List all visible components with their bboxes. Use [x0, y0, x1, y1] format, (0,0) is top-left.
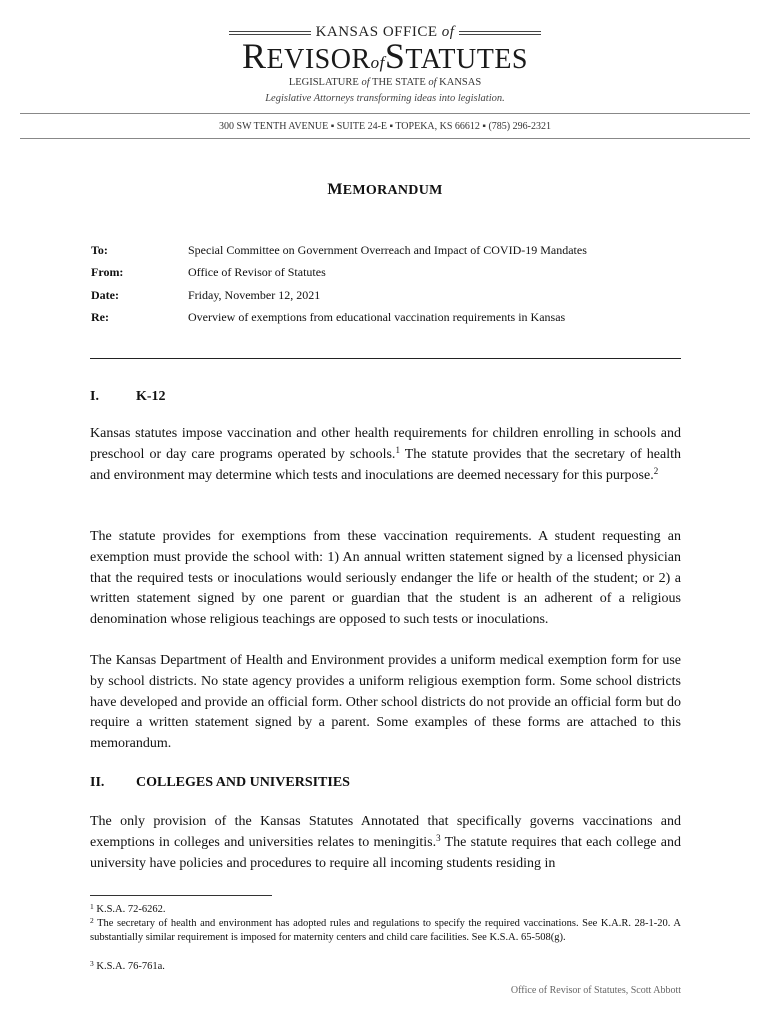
memo-from-value: Office of Revisor of Statutes: [188, 265, 326, 279]
letterhead-address: 300 SW TENTH AVENUE ▪ SUITE 24-E ▪ TOPEKA, KS 66612 ▪ (785) 296-2321: [219, 121, 551, 132]
memo-title-cap: M: [327, 181, 343, 198]
memo-title: [0, 181, 770, 199]
footnote-1: [90, 903, 681, 917]
memo-divider: [90, 358, 681, 359]
footnote-2-text: The secretary of health and environment has adopted rules and regulations to specify the required vaccinations. See K.A.R. 28-1-20. A substantially similar requirement is imposed for maternity centers and child care facilities. See K.S.A. 65-508(g).: [90, 918, 681, 943]
footnote-divider: [90, 895, 272, 896]
letterhead-office-text: KANSAS OFFICE: [315, 24, 438, 40]
footnote-2-number: 2: [90, 916, 94, 925]
s1p1-text-a: Kansas statutes impose vaccination and other health requirements for children enrolling in schools and preschool or day care programs operated by schools.: [90, 426, 681, 462]
footnote-3: [90, 960, 681, 974]
section-1-title: K-12: [136, 389, 166, 404]
title-of: of: [370, 53, 385, 72]
section-1-paragraph-1: [90, 424, 681, 486]
footnote-1-number: 1: [90, 902, 94, 911]
letterhead-rule-left: [229, 31, 311, 35]
memo-re-value: Overview of exemptions from educational vaccination requirements in Kansas: [188, 310, 566, 324]
footnote-ref-1[interactable]: 1: [395, 444, 400, 455]
s2p1-text-b: The statute requires that each college and university have policies and procedures to require all incoming students residing in: [90, 834, 682, 871]
memo-title-rest: EMORANDUM: [342, 183, 443, 198]
sub-kansas: KANSAS: [439, 77, 482, 88]
title-initial-r: R: [242, 36, 267, 76]
memo-from-label: From:: [91, 265, 124, 279]
letterhead-office-of: of: [441, 24, 455, 40]
page-footer: Office of Revisor of Statutes, Scott Abbott: [510, 985, 681, 996]
letterhead-rule-right: [459, 31, 541, 35]
letterhead-divider-bottom: [20, 138, 750, 139]
memo-re-label: Re:: [91, 310, 109, 324]
footnote-2: [90, 917, 681, 945]
letterhead-tagline: Legislative Attorneys transforming ideas into legislation.: [265, 93, 505, 104]
title-initial-s: S: [384, 36, 406, 76]
section-2-number: II.: [90, 775, 105, 790]
sub-of-1: of: [361, 77, 370, 88]
section-1-paragraph-3: The Kansas Department of Health and Environment provides a uniform medical exemption form for use by school districts. No state agency provides a uniform religious exemption form. Some school districts have developed and provide an official form. Other school districts do not provide an official form but do require a written statement signed by a parent. Some examples of these forms are attached to this memorandum.: [90, 653, 681, 752]
memo-date-label: Date:: [91, 288, 119, 302]
sub-of-2: of: [428, 77, 437, 88]
footnote-ref-2[interactable]: 2: [653, 465, 659, 476]
footnote-3-text: K.S.A. 76-761a.: [93, 961, 165, 972]
footnote-ref-3[interactable]: 3: [436, 832, 441, 843]
letterhead-title: [0, 36, 770, 83]
section-1-number: I.: [90, 389, 99, 404]
section-2-title: COLLEGES AND UNIVERSITIES: [136, 775, 350, 790]
s2p1-text-a: The only provision of the Kansas Statutes Annotated that specifically governs vaccinations and exemptions in colleges and universities relates to meningitis.: [90, 814, 681, 850]
section-1-paragraph-2: The statute provides for exemptions from these vaccination requirements. A student requesting an exemption must provide the school with: 1) An annual written statement signed by a licensed physician that the required tests or inoculations would seriously endanger the life or health of the student; or 2) a written statement signed by one parent or guardian that the student is an adherent of a religious denomination whose religious teachings are opposed to such tests or inoculations.: [90, 529, 681, 628]
footnote-1-text: K.S.A. 72-6262.: [93, 904, 166, 915]
memo-to-label: To:: [91, 243, 108, 257]
s1p1-text-b: The statute provides that the secretary of health and environment may determine which tests and inoculations are deemed necessary for this purpose.: [90, 446, 681, 483]
section-2-paragraph-1: [90, 812, 681, 874]
memo-date-value: Friday, November 12, 2021: [188, 288, 321, 302]
sub-legislature: LEGISLATURE: [288, 77, 359, 88]
title-evisor: EVISOR: [266, 44, 371, 75]
memo-to-value: Special Committee on Government Overreach and Impact of COVID-19 Mandates: [188, 243, 587, 257]
letterhead-legislature: [0, 77, 770, 88]
letterhead-divider-top: [20, 113, 750, 114]
footnote-3-number: 3: [90, 959, 94, 968]
title-tatutes: TATUTES: [405, 44, 528, 75]
sub-the-state: THE STATE: [372, 77, 426, 88]
